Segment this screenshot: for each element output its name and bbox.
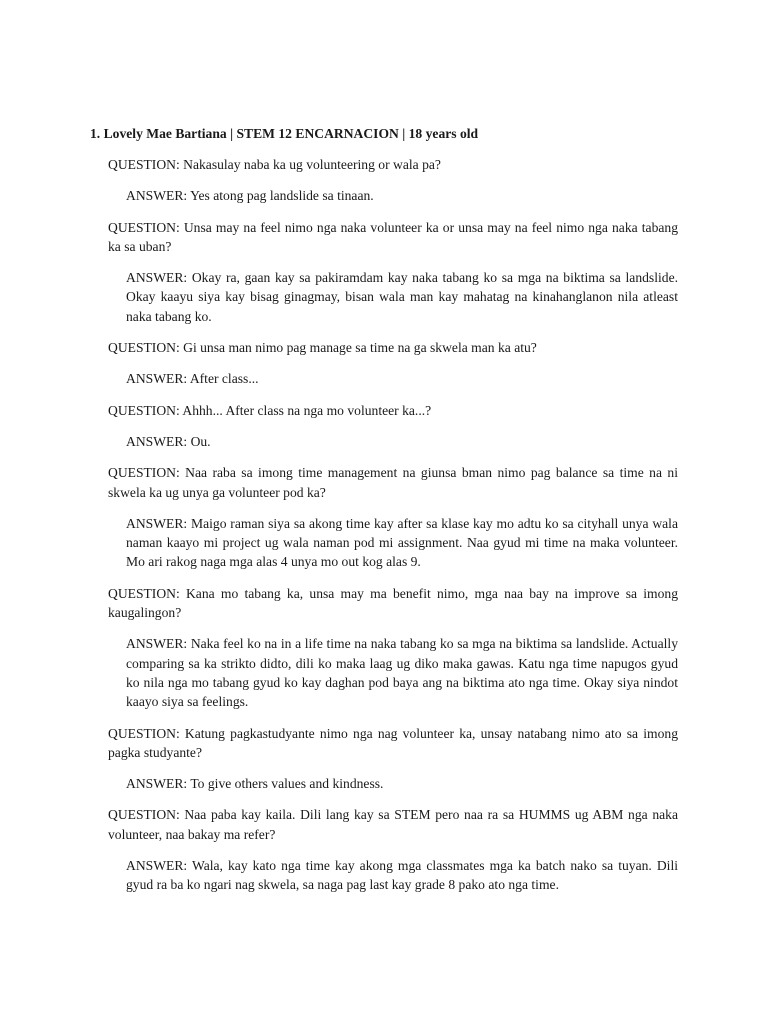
question-paragraph: QUESTION: Katung pagkastudyante nimo nga nag volunteer ka, unsay natabang nimo ato sa imong pagka studyante? <box>108 725 678 760</box>
question-paragraph: QUESTION: Ahhh... After class na nga mo volunteer ka...? <box>108 402 432 418</box>
answer-paragraph: ANSWER: Yes atong pag landslide sa tinaan. <box>126 188 374 204</box>
answer-paragraph: ANSWER: Wala, kay kato nga time kay akong mga classmates mga ka batch nako sa tuyan. Dili gyud ra ba ko ngari nag skwela, sa naga pag last kay grade 8 pako ato nga time. <box>126 858 678 893</box>
answer-paragraph: ANSWER: Maigo raman siya sa akong time kay after sa klase kay mo adtu ko sa cityhall unya wala naman kaayo mi project ug wala naman pod mi assignment. Naa gyud mi time na maka volunteer. Mo ari rakog naga mga alas 4 unya mo out kog alas 9. <box>126 515 678 570</box>
answer-paragraph: ANSWER: Ou. <box>126 433 211 449</box>
answer-paragraph: ANSWER: Naka feel ko na in a life time na naka tabang ko sa mga na biktima sa landslide. Actually comparing sa ka strikto didto, dili ko maka laag ug diko maka gawas. Katu nga time napugos gyud ko nila nga mo tabang gyud ko kay daghan pod baya ang na biktima ato nga time. Okay siya nindot kaayo siya sa feelings. <box>126 636 678 710</box>
question-paragraph: QUESTION: Kana mo tabang ka, unsa may ma benefit nimo, mga naa bay na improve sa imong kaugalingon? <box>108 585 678 621</box>
question-paragraph: QUESTION: Unsa may na feel nimo nga naka volunteer ka or unsa may na feel nimo nga naka tabang ka sa uban? <box>108 219 678 254</box>
answer-paragraph: ANSWER: After class... <box>126 371 259 387</box>
question-paragraph: QUESTION: Naa paba kay kaila. Dili lang kay sa STEM pero naa ra sa HUMMS ug ABM nga naka volunteer, naa bakay ma refer? <box>108 807 678 842</box>
answer-paragraph: ANSWER: Okay ra, gaan kay sa pakiramdam kay naka tabang ko sa mga na biktima sa landslide. Okay kaayu siya kay bisag ginagmay, bisan wala man kay mahatag na kinahanglanon nila atleast naka tabang ko. <box>126 270 678 324</box>
answer-paragraph: ANSWER: To give others values and kindness. <box>126 776 384 792</box>
question-paragraph: QUESTION: Naa raba sa imong time management na giunsa bman nimo pag balance sa time na ni skwela ka ug unya ga volunteer pod ka? <box>108 465 678 500</box>
question-paragraph: QUESTION: Gi unsa man nimo pag manage sa time na ga skwela man ka atu? <box>108 340 537 356</box>
interviewee-heading: 1. Lovely Mae Bartiana | STEM 12 ENCARNACION | 18 years old <box>90 126 479 141</box>
question-paragraph: QUESTION: Nakasulay naba ka ug volunteering or wala pa? <box>108 157 441 172</box>
qa-list <box>90 155 678 895</box>
